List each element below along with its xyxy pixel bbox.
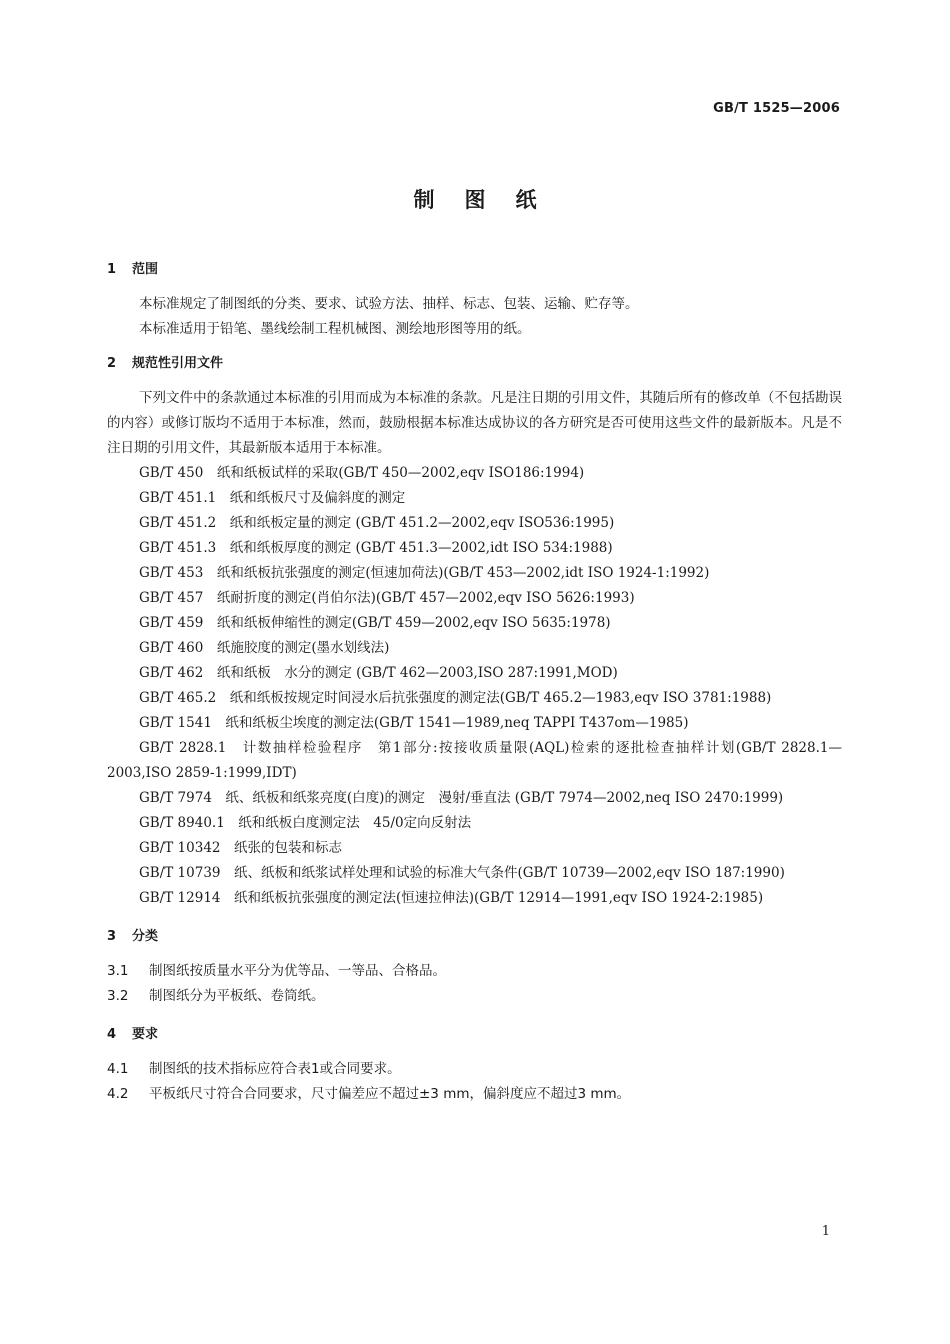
section-number: 3 <box>107 929 117 944</box>
section-number: 2 <box>107 356 117 371</box>
clause-text: 制图纸分为平板纸、卷筒纸。 <box>149 988 325 1004</box>
clause-number: 4.1 <box>107 1061 129 1077</box>
reference-item: GB/T 459 纸和纸板伸缩性的测定(GB/T 459—2002,eqv ISO 5635:1978) <box>139 615 611 631</box>
section-title: 要求 <box>132 1027 159 1042</box>
clause-4-2 <box>107 1082 842 1107</box>
clause-number: 3.2 <box>107 988 129 1004</box>
reference-item: GB/T 8940.1 纸和纸板白度测定法 45/0定向反射法 <box>139 815 472 831</box>
reference-item: GB/T 465.2 纸和纸板按规定时间浸水后抗张强度的测定法(GB/T 465.2—1983,eqv ISO 3781:1988) <box>139 690 772 706</box>
reference-item: GB/T 460 纸施胶度的测定(墨水划线法) <box>139 640 390 656</box>
reference-item: GB/T 451.1 纸和纸板尺寸及偏斜度的测定 <box>139 490 406 506</box>
scope-paragraph: 本标准规定了制图纸的分类、要求、试验方法、抽样、标志、包装、运输、贮存等。 <box>139 296 639 312</box>
section-4-heading <box>107 1023 842 1047</box>
section-number: 4 <box>107 1027 117 1042</box>
clause-3-2 <box>107 984 842 1009</box>
document-title: 制图纸 <box>413 188 567 212</box>
reference-item: GB/T 451.3 纸和纸板厚度的测定 (GB/T 451.3—2002,idt ISO 534:1988) <box>139 540 613 556</box>
reference-item: GB/T 7974 纸、纸板和纸浆亮度(白度)的测定 漫射/垂直法 (GB/T 7974—2002,neq ISO 2470:1999) <box>139 790 784 806</box>
section-title: 规范性引用文件 <box>132 356 224 371</box>
reference-item: GB/T 2828.1 计数抽样检验程序 第1部分:按接收质量限(AQL)检索的逐批检查抽样计划(GB/T 2828.1—2003,ISO 2859-1:1999,IDT) <box>107 740 842 781</box>
document-body <box>107 258 842 1107</box>
reference-item: GB/T 10739 纸、纸板和纸浆试样处理和试验的标准大气条件(GB/T 10739—2002,eqv ISO 187:1990) <box>139 865 785 881</box>
page-number: 1 <box>821 1224 830 1239</box>
clause-text: 平板纸尺寸符合合同要求，尺寸偏差应不超过±3 mm，偏斜度应不超过3 mm。 <box>149 1086 631 1102</box>
reference-item: GB/T 10342 纸张的包装和标志 <box>139 840 342 856</box>
clause-3-1 <box>107 959 842 984</box>
section-2-heading <box>107 352 842 376</box>
reference-item: GB/T 462 纸和纸板 水分的测定 (GB/T 462—2003,ISO 287:1991,MOD) <box>139 665 618 681</box>
clause-4-1 <box>107 1057 842 1082</box>
section-title: 范围 <box>132 262 159 277</box>
reference-item: GB/T 453 纸和纸板抗张强度的测定(恒速加荷法)(GB/T 453—2002,idt ISO 1924-1:1992) <box>139 565 710 581</box>
clause-text: 制图纸的技术指标应符合表1或合同要求。 <box>149 1061 401 1077</box>
reference-item: GB/T 451.2 纸和纸板定量的测定 (GB/T 451.2—2002,eqv ISO536:1995) <box>139 515 615 531</box>
scope-paragraph: 本标准适用于铅笔、墨线绘制工程机械图、测绘地形图等用的纸。 <box>139 321 531 337</box>
reference-item: GB/T 1541 纸和纸板尘埃度的测定法(GB/T 1541—1989,neq TAPPI T437om—1985) <box>139 715 689 731</box>
section-title: 分类 <box>132 929 159 944</box>
reference-item: GB/T 457 纸耐折度的测定(肖伯尔法)(GB/T 457—2002,eqv ISO 5626:1993) <box>139 590 635 606</box>
reference-item: GB/T 450 纸和纸板试样的采取(GB/T 450—2002,eqv ISO186:1994) <box>139 465 585 481</box>
references-intro: 下列文件中的条款通过本标准的引用而成为本标准的条款。凡是注日期的引用文件，其随后所有的修改单（不包括勘误的内容）或修订版均不适用于本标准，然而，鼓励根据本标准达成协议的各方研究是否可使用这些文件的最新版本。凡是不注日期的引用文件，其最新版本适用于本标准。 <box>107 390 842 456</box>
standard-code: GB/T 1525—2006 <box>713 101 840 116</box>
reference-item: GB/T 12914 纸和纸板抗张强度的测定法(恒速拉伸法)(GB/T 12914—1991,eqv ISO 1924-2:1985) <box>139 890 764 906</box>
section-1-heading <box>107 258 842 282</box>
section-number: 1 <box>107 262 117 277</box>
clause-number: 4.2 <box>107 1086 129 1102</box>
section-3-heading <box>107 925 842 949</box>
clause-text: 制图纸按质量水平分为优等品、一等品、合格品。 <box>149 963 446 979</box>
clause-number: 3.1 <box>107 963 129 979</box>
